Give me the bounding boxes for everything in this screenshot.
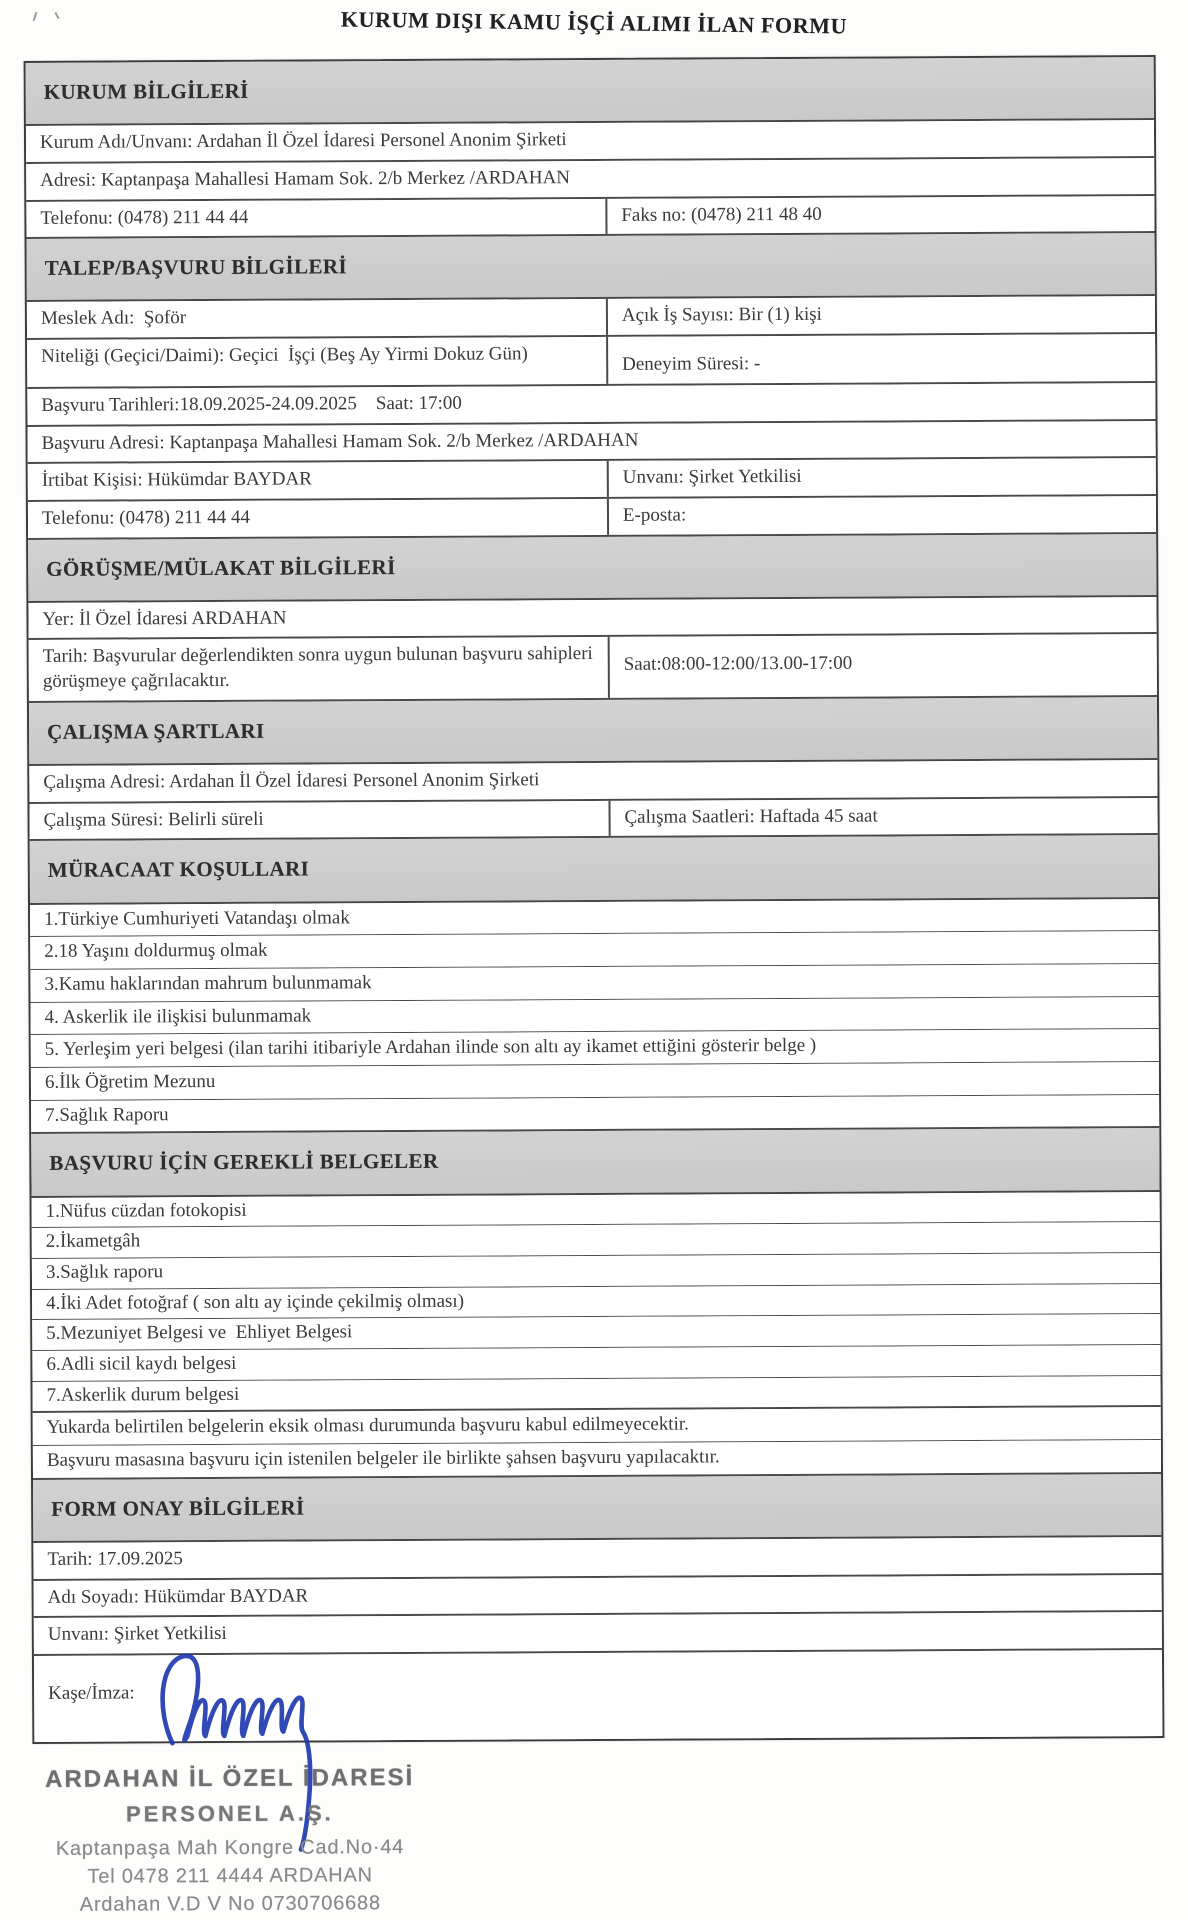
field-basvuru-adresi: Başvuru Adresi: Kaptanpaşa Mahallesi Hamam Sok. 2/b Merkez /ARDAHAN: [41, 429, 639, 454]
belgeler-note-1: Yukarda belirtilen belgelerin eksik olması durumunda başvuru kabul edilmeyecektir.: [46, 1413, 689, 1439]
muracaat-item-6: 6.İlk Öğretim Mezunu: [44, 1070, 216, 1093]
table-row: [33, 1537, 1161, 1581]
table-row: [28, 496, 1156, 540]
muracaat-item-2: 2.18 Yaşını doldurmuş olmak: [44, 939, 268, 963]
muracaat-item-5: 5. Yerleşim yeri belgesi (ilan tarihi itibariyle Ardahan ilinde son altı ay ikamet ettiğini gösterir belge ): [44, 1035, 817, 1061]
table-row: [27, 334, 1155, 389]
table-row: [26, 158, 1154, 202]
field-kurum-faks: Faks no: (0478) 211 48 40: [621, 203, 822, 226]
table-row: [26, 196, 1154, 240]
section-header-talep: TALEP/BAŞVURU BİLGİLERİ: [27, 233, 1155, 302]
belge-item-1: 1.Nüfus cüzdan fotokopisi: [45, 1199, 247, 1222]
table-row: [28, 458, 1156, 502]
muracaat-item-1: 1.Türkiye Cumhuriyeti Vatandaşı olmak: [44, 906, 350, 930]
table-row: [29, 760, 1157, 804]
table-row: [28, 597, 1156, 641]
field-onay-ad-soyad: Adı Soyadı: Hükümdar BAYDAR: [47, 1585, 309, 1608]
field-eposta: E-posta:: [622, 504, 687, 526]
field-irtibat-telefon: Telefonu: (0478) 211 44 44: [28, 499, 609, 538]
stamp-company: PERSONEL A.Ş.: [125, 1800, 334, 1827]
belgeler-note-2: Başvuru masasına başvuru için istenilen belgeler ile birlikte şahsen başvuru yapılacaktır.: [46, 1446, 720, 1471]
field-kurum-adres: Adresi: Kaptanpaşa Mahallesi Hamam Sok. 2/b Merkez /ARDAHAN: [40, 166, 571, 191]
field-kurum-telefon: Telefonu: (0478) 211 44 44: [26, 198, 607, 237]
table-row-kase-imza: [34, 1650, 1162, 1742]
table-row: [34, 1612, 1162, 1656]
field-calisma-adresi: Çalışma Adresi: Ardahan İl Özel İdaresi Personel Anonim Şirketi: [43, 769, 540, 793]
field-calisma-suresi: Çalışma Süresi: Belirli süreli: [29, 801, 610, 840]
section-header-onay: FORM ONAY BİLGİLERİ: [33, 1474, 1161, 1543]
field-meslek-adi: Meslek Adı: Şoför: [27, 299, 608, 338]
table-row: [26, 120, 1154, 164]
field-deneyim-suresi: Deneyim Süresi: -: [622, 353, 761, 375]
field-gorusme-yer: Yer: İl Özel İdaresi ARDAHAN: [42, 607, 287, 630]
field-onay-unvan: Unvanı: Şirket Yetkilisi: [47, 1623, 227, 1646]
table-row: [27, 296, 1155, 340]
field-onay-tarih: Tarih: 17.09.2025: [47, 1548, 183, 1570]
page-title: KURUM DIŞI KAMU İŞÇİ ALIMI İLAN FORMU: [340, 6, 848, 39]
belge-item-3: 3.Sağlık raporu: [45, 1261, 164, 1283]
table-row: [34, 1575, 1162, 1619]
belge-item-2: 2.İkametgâh: [45, 1230, 141, 1253]
stamp-phone: Tel 0478 211 4444 ARDAHAN: [87, 1864, 373, 1888]
field-acik-is-sayisi: Açık İş Sayısı: Bir (1) kişi: [621, 304, 822, 327]
field-gorusme-tarih: Tarih: Başvurular değerlendikten sonra uygun bulunan başvuru sahipleri görüşmeye çağrılacaktır.: [29, 637, 610, 700]
stamp-address: Kaptanpaşa Mah Kongre Cad.No·44: [55, 1836, 405, 1860]
muracaat-item-7: 7.Sağlık Raporu: [45, 1103, 169, 1126]
table-row: [29, 798, 1157, 842]
field-calisma-saatleri: Çalışma Saatleri: Haftada 45 saat: [624, 805, 878, 828]
field-kurum-adi: Kurum Adı/Unvanı: Ardahan İl Özel İdaresi Personel Anonim Şirketi: [39, 129, 567, 154]
table-row: [28, 421, 1156, 465]
belge-item-6: 6.Adli sicil kaydı belgesi: [46, 1352, 237, 1375]
rubber-stamp: [40, 1764, 421, 1920]
stamp-org-name: ARDAHAN İL ÖZEL İDARESİ: [45, 1764, 415, 1793]
section-header-kurum: KURUM BİLGİLERİ: [26, 57, 1154, 126]
section-header-calisma: ÇALIŞMA ŞARTLARI: [29, 697, 1157, 766]
stamp-tax-no: Ardahan V.D V No 0730706688: [79, 1892, 381, 1916]
field-irtibat-kisisi: İrtibat Kişisi: Hükümdar BAYDAR: [28, 461, 609, 500]
field-gorusme-saat: Saat:08:00-12:00/13.00-17:00: [623, 653, 853, 676]
table-row: [29, 634, 1157, 702]
form-table: [24, 55, 1165, 1744]
belge-item-5: 5.Mezuniyet Belgesi ve Ehliyet Belgesi: [46, 1321, 353, 1345]
section-header-gorusme: GÖRÜŞME/MÜLAKAT BİLGİLERİ: [28, 534, 1156, 603]
belge-item-4: 4.İki Adet fotoğraf ( son altı ay içinde çekilmiş olması): [46, 1290, 465, 1314]
section-header-belgeler: BAŞVURU İÇİN GEREKLİ BELGELER: [31, 1128, 1159, 1197]
muracaat-item-4: 4. Askerlik ile ilişkisi bulunmamak: [44, 1005, 312, 1028]
field-irtibat-unvani: Unvanı: Şirket Yetkilisi: [622, 466, 802, 489]
muracaat-item-3: 3.Kamu haklarından mahrum bulunmamak: [44, 972, 372, 995]
field-niteligi: Niteliği (Geçici/Daimi): Geçici İşçi (Beş Ay Yirmi Dokuz Gün): [27, 337, 608, 387]
field-kase-imza-label: Kaşe/İmza:: [48, 1682, 135, 1704]
table-row: [27, 383, 1155, 427]
section-header-muracaat: MÜRACAAT KOŞULLARI: [30, 835, 1158, 904]
belge-item-7: 7.Askerlik durum belgesi: [46, 1383, 240, 1406]
field-basvuru-tarihleri: Başvuru Tarihleri:18.09.2025-24.09.2025 Saat: 17:00: [41, 392, 462, 416]
